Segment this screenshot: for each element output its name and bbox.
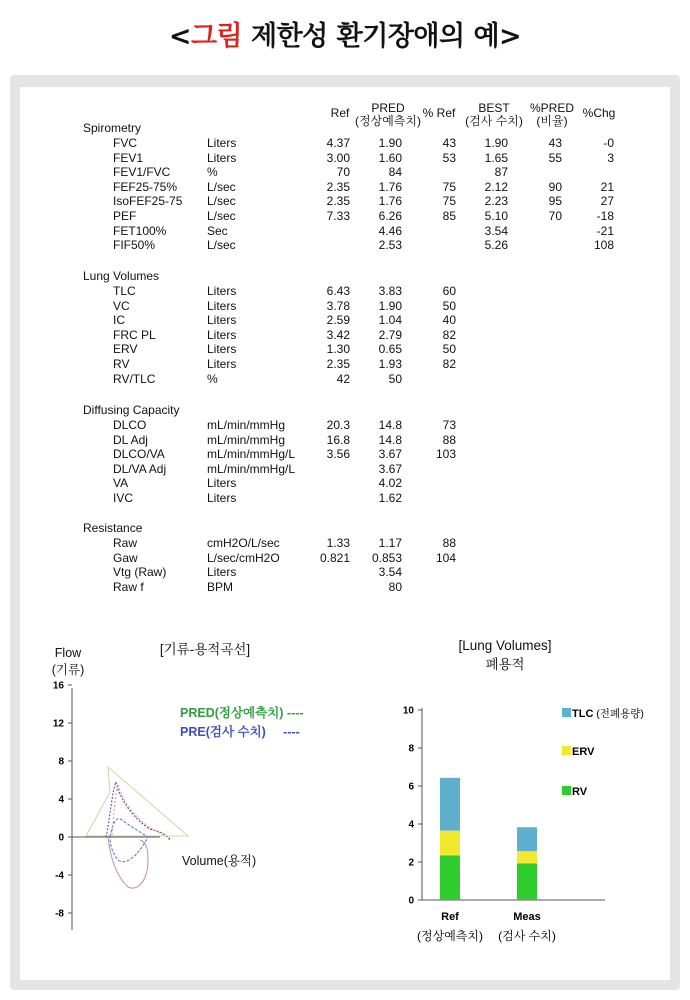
flow-chart-caption: [기류-용적곡선] bbox=[159, 642, 251, 657]
cell-name: ERV bbox=[113, 342, 138, 357]
cell-pred: 1.93 bbox=[378, 357, 402, 371]
cell-ref: 42 bbox=[336, 371, 350, 386]
cell-pred: 4.02 bbox=[378, 476, 402, 491]
cell-name: FIF50% bbox=[113, 238, 156, 253]
cell-pctref: 75 bbox=[442, 194, 456, 209]
cell-unit: Liters bbox=[207, 491, 237, 505]
cell-name: VA bbox=[113, 476, 129, 491]
cell-name: Vtg (Raw) bbox=[113, 565, 167, 580]
header-pct-chg: %Chg bbox=[582, 106, 616, 120]
header-pred-line2: (정상예측치) bbox=[355, 114, 421, 128]
volume-axis-label: Volume(용적) bbox=[182, 854, 257, 868]
cell-pred: 3.67 bbox=[378, 447, 402, 462]
cell-best: 2.23 bbox=[484, 194, 508, 209]
legend-swatch-tlc bbox=[562, 708, 571, 717]
cell-pred: 1.76 bbox=[378, 179, 402, 194]
legend-swatch-rv bbox=[562, 786, 571, 795]
cell-unit: L/sec bbox=[207, 238, 236, 253]
cell-pred: 14.8 bbox=[378, 432, 402, 447]
cell-pctpred: 55 bbox=[548, 150, 562, 165]
cell-best: 1.90 bbox=[484, 136, 508, 150]
cell-ref: 3.00 bbox=[326, 150, 350, 165]
cell-pred: 6.26 bbox=[378, 209, 402, 223]
cell-pctref: 40 bbox=[442, 313, 456, 328]
cell-unit: Liters bbox=[207, 136, 237, 150]
header-pct-pred-line1: %PRED bbox=[529, 101, 574, 115]
cell-pred: 1.62 bbox=[378, 491, 402, 505]
cell-unit: BPM bbox=[207, 579, 234, 594]
header-pct-pred-line2: (비율) bbox=[536, 114, 568, 128]
cell-unit: Liters bbox=[207, 284, 237, 298]
cell-name: RV/TLC bbox=[113, 371, 156, 386]
cell-ref: 7.33 bbox=[326, 209, 350, 223]
cell-unit: Liters bbox=[207, 565, 237, 580]
cell-pctref: 88 bbox=[442, 432, 456, 447]
bar-segment-rv bbox=[517, 863, 537, 900]
cell-pred: 1.90 bbox=[378, 298, 402, 313]
cell-name: DLCO/VA bbox=[113, 447, 165, 462]
cell-best: 3.54 bbox=[484, 223, 508, 238]
pre-expiratory-curve bbox=[106, 782, 170, 840]
lung-chart-caption bbox=[440, 638, 570, 673]
cell-name: VC bbox=[113, 298, 130, 313]
cell-pctref: 73 bbox=[442, 418, 456, 432]
header-pct-ref: % Ref bbox=[422, 106, 456, 120]
cell-chg: -21 bbox=[596, 223, 614, 238]
cell-unit: L/sec bbox=[207, 194, 236, 209]
flow-axis-label bbox=[38, 646, 98, 678]
cell-name: FEF25-75% bbox=[113, 179, 178, 194]
flow-y-tick-label: 16 bbox=[52, 680, 64, 692]
cell-name: Gaw bbox=[113, 550, 138, 565]
cell-pctref: 60 bbox=[442, 284, 456, 298]
lung-chart-caption-line2: 폐용적 bbox=[485, 657, 525, 672]
cell-unit: mL/min/mmHg bbox=[207, 418, 286, 432]
lung-y-tick-label: 2 bbox=[408, 857, 414, 869]
cell-unit: % bbox=[207, 371, 218, 386]
cell-ref: 6.43 bbox=[326, 284, 350, 298]
flow-volume-chart bbox=[30, 680, 310, 940]
cell-unit: Liters bbox=[207, 476, 237, 491]
title-open-bracket: < bbox=[168, 21, 191, 52]
cell-chg: 21 bbox=[600, 179, 614, 194]
cell-ref: 1.33 bbox=[326, 536, 350, 550]
cell-pred: 50 bbox=[388, 371, 402, 386]
cell-ref: 2.35 bbox=[326, 357, 350, 371]
header-pred-line1: PRED bbox=[371, 101, 405, 115]
cell-unit: % bbox=[207, 165, 218, 180]
flow-axis-label-line1: Flow bbox=[54, 646, 82, 660]
section-title: Lung Volumes bbox=[83, 269, 160, 283]
cell-best: 2.12 bbox=[484, 179, 508, 194]
legend-label-tlc: TLC (전폐용량) bbox=[572, 708, 644, 720]
header-pred bbox=[350, 102, 426, 128]
section-title: Diffusing Capacity bbox=[83, 403, 180, 417]
title-text: 제한성 환기장애의 예 bbox=[242, 21, 500, 52]
header-ref: Ref bbox=[330, 106, 350, 120]
lung-category-sublabel: (정상예측치) bbox=[417, 929, 483, 943]
cell-name: Raw f bbox=[113, 579, 144, 594]
bar-segment-rv bbox=[440, 855, 460, 900]
cell-unit: Sec bbox=[207, 223, 228, 238]
cell-name: FVC bbox=[113, 136, 137, 150]
lung-y-tick-label: 4 bbox=[408, 819, 414, 831]
lung-volumes-chart bbox=[390, 700, 670, 950]
cell-name: DL/VA Adj bbox=[113, 461, 167, 476]
cell-name: DL Adj bbox=[113, 432, 148, 447]
cell-ref: 2.35 bbox=[326, 179, 350, 194]
cell-pctref: 53 bbox=[442, 150, 456, 165]
cell-pctref: 104 bbox=[435, 550, 456, 565]
header-pct-pred bbox=[524, 102, 580, 128]
cell-ref: 1.30 bbox=[326, 342, 350, 357]
cell-pred: 2.53 bbox=[378, 238, 402, 253]
cell-unit: mL/min/mmHg bbox=[207, 432, 286, 447]
cell-chg: -18 bbox=[596, 209, 614, 223]
cell-unit: L/sec bbox=[207, 209, 236, 223]
cell-pctref: 82 bbox=[442, 357, 456, 371]
cell-name: Raw bbox=[113, 536, 138, 550]
cell-pctpred: 43 bbox=[548, 136, 562, 150]
lung-category-label: Meas bbox=[513, 911, 541, 923]
lung-y-tick-label: 0 bbox=[408, 895, 414, 907]
cell-unit: Liters bbox=[207, 313, 237, 328]
cell-pred: 3.83 bbox=[378, 284, 402, 298]
cell-pred: 0.853 bbox=[371, 550, 402, 565]
legend-swatch-erv bbox=[562, 746, 571, 755]
cell-name: IVC bbox=[113, 491, 134, 505]
legend-pred: PRED(정상예측치) ---- bbox=[180, 706, 304, 720]
cell-name: TLC bbox=[113, 284, 136, 298]
cell-pred: 1.04 bbox=[378, 313, 402, 328]
section-title: Resistance bbox=[83, 521, 143, 535]
cell-name: PEF bbox=[113, 209, 137, 223]
page-title bbox=[0, 14, 690, 53]
cell-unit: mL/min/mmHg/L bbox=[207, 447, 296, 462]
cell-pctref: 43 bbox=[442, 136, 456, 150]
cell-pred: 80 bbox=[388, 579, 402, 594]
cell-ref: 16.8 bbox=[326, 432, 350, 447]
cell-chg: 27 bbox=[600, 194, 614, 209]
cell-ref: 0.821 bbox=[319, 550, 350, 565]
header-best-line2: (검사 수치) bbox=[465, 114, 523, 128]
cell-ref: 2.59 bbox=[326, 313, 350, 328]
cell-pctref: 75 bbox=[442, 179, 456, 194]
cell-best: 1.65 bbox=[484, 150, 508, 165]
cell-pred: 14.8 bbox=[378, 418, 402, 432]
lung-category-sublabel: (검사 수치) bbox=[498, 929, 556, 943]
bar-segment-erv bbox=[517, 851, 537, 863]
cell-ref: 3.78 bbox=[326, 298, 350, 313]
flow-y-tick-label: 8 bbox=[58, 756, 64, 768]
pre-inspiratory-loop bbox=[108, 837, 148, 888]
cell-unit: Liters bbox=[207, 342, 237, 357]
cell-pred: 84 bbox=[388, 165, 402, 180]
cell-pred: 1.60 bbox=[378, 150, 402, 165]
cell-name: DLCO bbox=[113, 418, 147, 432]
lung-y-tick-label: 8 bbox=[408, 743, 414, 755]
cell-name: RV bbox=[113, 357, 130, 371]
cell-chg: -0 bbox=[603, 136, 614, 150]
flow-axis-label-line2: (기류) bbox=[51, 663, 85, 677]
cell-pctref: 82 bbox=[442, 327, 456, 342]
bar-segment-tlc bbox=[440, 778, 460, 831]
header-best bbox=[456, 102, 532, 128]
cell-name: IsoFEF25-75 bbox=[113, 194, 183, 209]
cell-name: FEV1 bbox=[113, 150, 144, 165]
cell-pctref: 50 bbox=[442, 342, 456, 357]
cell-chg: 108 bbox=[593, 238, 614, 253]
cell-unit: Liters bbox=[207, 298, 237, 313]
flow-y-tick-label: -4 bbox=[55, 870, 64, 882]
cell-ref: 3.42 bbox=[326, 327, 350, 342]
cell-ref: 2.35 bbox=[326, 194, 350, 209]
lung-y-tick-label: 6 bbox=[408, 781, 414, 793]
cell-pred: 4.46 bbox=[378, 223, 402, 238]
cell-name: FET100% bbox=[113, 223, 167, 238]
legend-label-erv: ERV bbox=[572, 746, 595, 758]
cell-pred: 3.54 bbox=[378, 565, 402, 580]
cell-unit: Liters bbox=[207, 150, 237, 165]
cell-name: IC bbox=[113, 313, 125, 328]
title-highlight: 그림 bbox=[190, 21, 243, 52]
cell-pred: 1.90 bbox=[378, 136, 402, 150]
cell-unit: L/sec bbox=[207, 179, 236, 194]
section-title: Spirometry bbox=[83, 121, 142, 135]
cell-name: FEV1/FVC bbox=[113, 165, 171, 180]
cell-pred: 1.17 bbox=[378, 536, 402, 550]
cell-unit: Liters bbox=[207, 357, 237, 371]
cell-pred: 3.67 bbox=[378, 461, 402, 476]
bar-segment-tlc bbox=[517, 827, 537, 851]
lung-category-label: Ref bbox=[441, 911, 459, 923]
cell-pred: 0.65 bbox=[378, 342, 402, 357]
cell-best: 5.26 bbox=[484, 238, 508, 253]
cell-ref: 3.56 bbox=[326, 447, 350, 462]
cell-best: 87 bbox=[494, 165, 508, 180]
cell-unit: L/sec/cmH2O bbox=[207, 550, 280, 565]
legend-label-rv: RV bbox=[572, 786, 588, 798]
flow-y-tick-label: 12 bbox=[52, 718, 64, 730]
bar-segment-erv bbox=[440, 831, 460, 856]
cell-best: 5.10 bbox=[484, 209, 508, 223]
lung-chart-caption-line1: [Lung Volumes] bbox=[458, 638, 552, 653]
pred-dashed-curve bbox=[112, 784, 170, 838]
title-close-bracket: > bbox=[499, 21, 522, 52]
cell-pctpred: 70 bbox=[548, 209, 562, 223]
cell-pctpred: 90 bbox=[548, 179, 562, 194]
flow-y-tick-label: 4 bbox=[58, 794, 64, 806]
pre-second-loop bbox=[110, 819, 148, 862]
cell-name: FRC PL bbox=[113, 327, 156, 342]
header-best-line1: BEST bbox=[478, 101, 510, 115]
cell-pctref: 85 bbox=[442, 209, 456, 223]
cell-pred: 2.79 bbox=[378, 327, 402, 342]
flow-y-tick-label: -8 bbox=[55, 908, 64, 920]
legend-pre: PRE(검사 수치) ---- bbox=[180, 725, 300, 739]
cell-ref: 70 bbox=[336, 165, 350, 180]
cell-ref: 4.37 bbox=[326, 136, 350, 150]
lung-y-tick-label: 10 bbox=[402, 705, 414, 717]
cell-chg: 3 bbox=[607, 150, 614, 165]
cell-unit: mL/min/mmHg/L bbox=[207, 461, 296, 476]
cell-pctref: 103 bbox=[435, 447, 456, 462]
cell-pctref: 88 bbox=[442, 536, 456, 550]
cell-unit: Liters bbox=[207, 327, 237, 342]
pred-envelope-curve bbox=[86, 767, 188, 836]
cell-ref: 20.3 bbox=[326, 418, 350, 432]
flow-y-tick-label: 0 bbox=[58, 832, 64, 844]
cell-pctref: 50 bbox=[442, 298, 456, 313]
cell-pred: 1.76 bbox=[378, 194, 402, 209]
cell-unit: cmH2O/L/sec bbox=[207, 536, 280, 550]
cell-pctpred: 95 bbox=[548, 194, 562, 209]
